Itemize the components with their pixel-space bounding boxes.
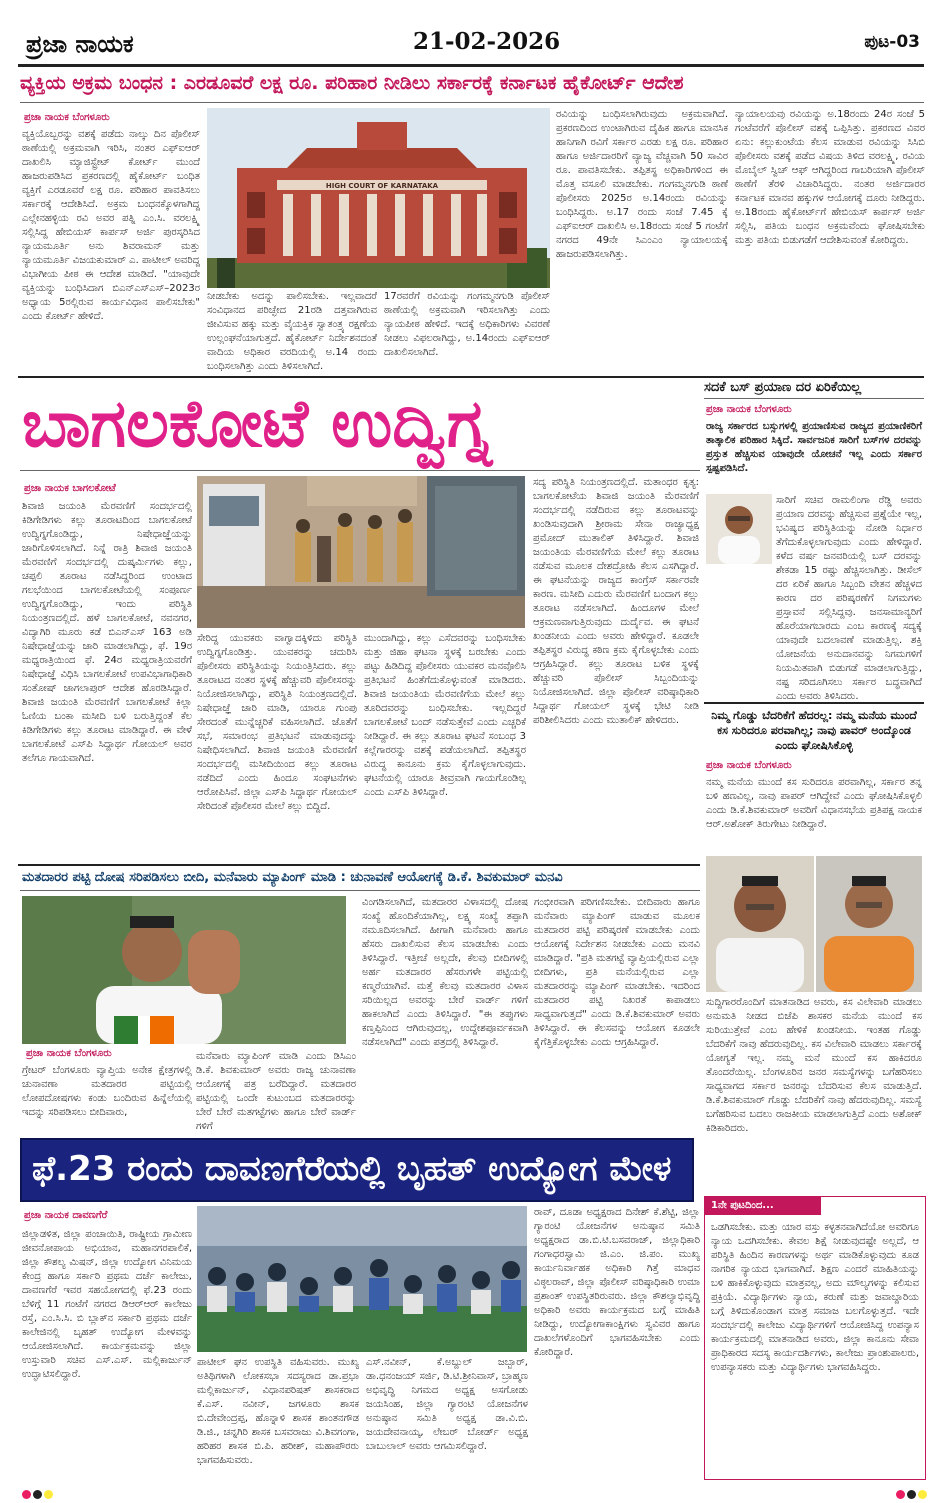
section-rule-1 bbox=[18, 376, 924, 378]
headline-rule bbox=[20, 102, 924, 103]
story1-col5: ನ್ಯಾಯಾಲಯವು ರವಿಯನ್ನು ಅ.18ರಂದು 24ರ ಸಂಜೆ 5 ಗಂಟೆವರೆಗೆ ಪೊಲೀಸ್ ವಶಕ್ಕೆ ಒಪ್ಪಿಸಿತ್ತು. ಪ್ರಕರಣದ ವಿವರ ಏನು: ಕಲ್ಲುಕುಂಟೆಯ ಕೆಲಸ ಮಾಡುವ ರವಿಯನ್ನು ಸಿಸಿಬಿ ಪೊಲೀಸರು ವಶಕ್ಕೆ ಪಡೆದ ವಿಷಯ ತಿಳಿದ ವರಲಕ್ಷ್ಮಿ, ರವಿಯ ಮೊಬೈಲ್ ಸ್ವಿಚ್ ಆಫ್ ಆಗಿದ್ದರಿಂದ ಗಾಬರಿಯಾಗಿ ಪೊಲೀಸ್ ಠಾಣೆಗೆ ತೆರಳಿ ವಿಚಾರಿಸಿದ್ದರು. ನಂತರ ಅರ್ಜಿದಾರರ ಕರ್ನಾಟಕ ಮಾನವ ಹಕ್ಕುಗಳ ಆಯೋಗಕ್ಕೆ ದೂರು ನೀಡಿದ್ದರು. ಅ.18ರಂದು ಹೈಕೋರ್ಟ್‌ಗೆ ಹೇಬಿಯಸ್ ಕಾರ್ಪಸ್ ಅರ್ಜಿ ಸಲ್ಲಿಸಿ, ಪತಿಯ ಬಂಧನ ಅಕ್ರಮವೆಂದು ಘೋಷಿಸಬೇಕು ಮತ್ತು ಪತಿಯ ಬಿಡುಗಡೆಗೆ ಆದೇಶಿಸುವಂತೆ ಕೋರಿದ್ದರು. bbox=[735, 109, 925, 246]
story1-col4: ರವಿಯನ್ನು ಬಂಧಿಸಲಾಗಿರುವುದು ಅಕ್ರಮವಾಗಿದೆ. ಪ್ರಕರಣದಿಂದ ಉಂಟಾಗಿರುವ ದೈಹಿಕ ಹಾಗೂ ಮಾನಸಿಕ ಹಾನಿಗಾಗಿ ರವಿಗೆ ಸರ್ಕಾರ ಎರಡು ಲಕ್ಷ ರೂ. ಪರಿಹಾರ ಹಾಗೂ ಅರ್ಜಿದಾರರಿಗೆ ವ್ಯಾಜ್ಯ ವೆಚ್ಚವಾಗಿ 50 ಸಾವಿರ ರೂ. ಪಾವತಿಸಬೇಕು. ತಪ್ಪಿತಸ್ಥ ಅಧಿಕಾರಿಗಳಿಂದ ಈ ಮೊತ್ತ ವಸೂಲಿ ಮಾಡಬೇಕು. ಗಂಗಮ್ಮನಗುಡಿ ಠಾಣೆ ಪೊಲೀಸರು 2025ರ ಅ.14ರಂದು ರವಿಯನ್ನು ಬಂಧಿಸಿದ್ದರು. ಅ.17 ರಂದು ಸಂಜೆ 7.45 ಕ್ಕೆ ಎಫ್‌ಐಆರ್ ದಾಖಲಿಸಿ ಅ.18ರಂದು ಸಂಜೆ 5 ಗಂಟೆಗೆ ನಗರದ 49ನೇ ಸಿಎಂಎಂ ನ್ಯಾಯಾಲಯಕ್ಕೆ ಹಾಜರುಪಡಿಸಲಾಗಿತ್ತು. bbox=[556, 109, 728, 260]
bus-byline: ಪ್ರಜಾ ನಾಯಕ ಬೆಂಗಳೂರು bbox=[706, 404, 792, 415]
sidebar-box bbox=[704, 1196, 926, 1480]
headline-rule bbox=[704, 398, 924, 399]
ashok-body: ಸುದ್ದಿಗಾರರೊಂದಿಗೆ ಮಾತನಾಡಿದ ಅವರು, ಕಸ ವಿಲೇವಾರಿ ಮಾಡಲು ಅನುಮತಿ ನೀಡದ ಬಿಜೆಪಿ ಶಾಸಕರ ಮನೆಯ ಮುಂದೆ ಕಸ ಸುರಿಯುತ್ತೇವೆ ಎಂಬ ಹೇಳಿಕೆ ಖಂಡನೀಯ. ಇಂತಹ ಗೊಡ್ಡು ಬೆದರಿಕೆಗೆ ನಾವು ಹೆದರುವುದಿಲ್ಲ. ಕಸ ವಿಲೇವಾರಿ ಮಾಡಲು ಸರ್ಕಾರಕ್ಕೆ ಯೋಗ್ಯತೆ ಇಲ್ಲ. ನಮ್ಮ ಮನೆ ಮುಂದೆ ಕಸ ಹಾಕಿದರೂ ತೊಂದರೆಯಿಲ್ಲ. ಬೆಂಗಳೂರಿನ ಜನರ ಸಮಸ್ಯೆಗಳನ್ನು ಬಗೆಹರಿಸಲು ಸಾಧ್ಯವಾಗದ ಸರ್ಕಾರ ಜನರನ್ನು ಬೆದರಿಸುವ ಕೆಲಸ ಮಾಡುತ್ತಿದೆ. ಡಿ.ಕೆ.ಶಿವಕುಮಾರ್ ಗೊಡ್ಡು ಬೆದರಿಕೆಗೆ ನಾವು ಹೆದರುವುದಿಲ್ಲ. ಸಮಸ್ಯೆ ಬಗೆಹರಿಸುವ ಬದಲು ರಾಜಕೀಯ ಮಾಡಲಾಗುತ್ತಿದೆ ಎಂದು ಅಶೋಕ್ ಕಿಡಿಕಾರಿದರು. bbox=[706, 997, 922, 1134]
bus-headline: ಸದಕೆ ಬಸ್ ಪ್ರಯಾಣ ದರ ಏರಿಕೆಯಿಲ್ಲ bbox=[704, 380, 862, 395]
jobfair-col3: ಎಸ್.ನವೀನ್, ಕೆ.ಅಬ್ದುಲ್ ಜಬ್ಬಾರ್, ಡಾ.ಧನಂಜಯ್ ಸರ್ಜಿ, ಡಿ.ಟಿ.ಶ್ರೀನಿವಾಸ್, ಬ್ರಾಹ್ಮಣ ಅಭಿವೃದ್ಧಿ ನಿಗಮದ ಅಧ್ಯಕ್ಷ ಅಸಗೋಡು ಜಯಸಿಂಹ, ಜಿಲ್ಲಾ ಗ್ಯಾರಂಟಿ ಯೋಜನೆಗಳ ಅನುಷ್ಠಾನ ಸಮಿತಿ ಅಧ್ಯಕ್ಷ ಡಾ.ವಿ.ಬಿ. ಜಯದೇವನಾಯ್ಕ, ಲೇಬರ್ ಬೋರ್ಡ್ ಅಧ್ಯಕ್ಷ ಬಾಬುಲಾಲ್ ಅವರು ಆಗಮಿಸಲಿದ್ದಾರೆ. bbox=[366, 1357, 528, 1452]
dk-shivakumar-photo bbox=[706, 856, 814, 992]
jobfair-col4: ರಾವ್, ದೂಡಾ ಅಧ್ಯಕ್ಷರಾದ ದಿನೇಶ್ ಕೆ.ಶೆಟ್ಟಿ, ಜಿಲ್ಲಾ ಗ್ಯಾರಂಟಿ ಯೋಜನೆಗಳ ಅನುಷ್ಠಾನ ಸಮಿತಿ ಅಧ್ಯಕ್ಷರಾದ ಡಾ.ಬಿ.ಟಿ.ಬಸವರಾಜ್, ಜಿಲ್ಲಾಧಿಕಾರಿ ಗಂಗಾಧರಸ್ವಾಮಿ ಜಿ.ಎಂ. ಜಿ.ಪಂ. ಮುಖ್ಯ ಕಾರ್ಯನಿರ್ವಾಹಕ ಅಧಿಕಾರಿ ಗಿತ್ತೆ ಮಾಧವ ವಿಠ್ಠಲರಾವ್, ಜಿಲ್ಲಾ ಪೊಲೀಸ್ ವರಿಷ್ಠಾಧಿಕಾರಿ ಉಮಾ ಪ್ರಶಾಂತ್ ಉಪಸ್ಥಿತರಿರುವರು. ಜಿಲ್ಲಾ ಕೌಶಲ್ಯಾಭಿವೃದ್ಧಿ ಅಧಿಕಾರಿ ಅವರು ಕಾರ್ಯಕ್ರಮದ ಬಗ್ಗೆ ಮಾಹಿತಿ ನೀಡಿದ್ದು, ಉದ್ಯೋಗಾಕಾಂಕ್ಷಿಗಳು ಸ್ವವಿವರ ಹಾಗೂ ದಾಖಲೆಗಳೊಂದಿಗೆ ಭಾಗವಹಿಸಬೇಕು ಎಂದು ಕೋರಿದ್ದಾರೆ. bbox=[534, 1207, 700, 1358]
bus-body-cont bbox=[706, 566, 922, 698]
headline-rule bbox=[20, 470, 700, 471]
section-rule-2 bbox=[18, 864, 700, 866]
story2-col4: ಸದ್ಯ ಪರಿಸ್ಥಿತಿ ನಿಯಂತ್ರಣದಲ್ಲಿದೆ. ಮತಾಂಧರ ಕೃತ್ಯ: ಬಾಗಲಕೋಟೆಯ ಶಿವಾಜಿ ಜಯಂತಿ ಮೆರವಣಿಗೆ ಸಂದರ್ಭದಲ್ಲಿ ನಡೆದಿರುವ ಕಲ್ಲು ತೂರಾಟವನ್ನು ಖಂಡಿಸುವುದಾಗಿ ಶ್ರೀರಾಮ ಸೇನಾ ರಾಜ್ಯಾಧ್ಯಕ್ಷ ಪ್ರಮೋದ್ ಮುತಾಲಿಕ್ ತಿಳಿಸಿದ್ದಾರೆ. ಶಿವಾಜಿ ಜಯಂತಿಯ ಮೆರವಣಿಗೆಯ ಮೇಲೆ ಕಲ್ಲು ತೂರಾಟ ನಡೆಸುವ ಮೂಲಕ ದೇಶದ್ರೋಹಿ ಕೆಲಸ ಎಸಗಿದ್ದಾರೆ. ಈ ಘಟನೆಯನ್ನು ರಾಜ್ಯದ ಕಾಂಗ್ರೆಸ್ ಸರ್ಕಾರವೇ ಕಾರಣ. ಮಸೀದಿ ಎದುರು ಮೆರವಣಿಗೆ ಬಂದಾಗ ಕಲ್ಲು ತೂರಾಟ ನಡೆಸಲಾಗಿದೆ. ಹಿಂದೂಗಳ ಮೇಲೆ ಆಕ್ರಮಣವಾಗುತ್ತಿರುವುದು ದುರ್ದೈವ. ಈ ಘಟನೆ ಖಂಡನೀಯ ಎಂದು ಅವರು ಹೇಳಿದ್ದಾರೆ. ಕೂಡಲೇ ತಪ್ಪಿತಸ್ಥರ ವಿರುದ್ಧ ಕಠಿಣ ಕ್ರಮ ಕೈಗೊಳ್ಳಬೇಕು ಎಂದು ಆಗ್ರಹಿಸಿದ್ದಾರೆ. ಕಲ್ಲು ತೂರಾಟ ಬಳಿಕ ಸ್ಥಳಕ್ಕೆ ಹೆಚ್ಚುವರಿ ಪೊಲೀಸ್ ಸಿಬ್ಬಂದಿಯನ್ನು ನಿಯೋಜಿಸಲಾಗಿದೆ. ಜಿಲ್ಲಾ ಪೊಲೀಸ್ ವರಿಷ್ಠಾಧಿಕಾರಿ ಸಿದ್ದಾರ್ಥ ಗೋಯಲ್ ಸ್ಥಳಕ್ಕೆ ಭೇಟಿ ನೀಡಿ ಪರಿಶೀಲಿಸಿದರು ಎಂದು ಮುತಾಲಿಕ್ ಹೇಳಿದರು. bbox=[533, 477, 699, 726]
story2-headline: ಬಾಗಲಕೋಟೆ ಉದ್ವಿಗ್ನ bbox=[22, 385, 492, 462]
newspaper-name: ಪ್ರಜಾ ನಾಯಕ bbox=[26, 30, 134, 58]
from-page1-tag: 1ನೇ ಪುಟದಿಂದ... bbox=[705, 1197, 821, 1215]
high-court-photo bbox=[207, 108, 550, 288]
bus-lead: ರಾಜ್ಯ ಸರ್ಕಾರದ ಬಸ್ಸುಗಳಲ್ಲಿ ಪ್ರಯಾಣಿಸುವ ರಾಜ್ಯದ ಪ್ರಯಾಣಿಕರಿಗೆ ತಾತ್ಕಾಲಿಕ ಪರಿಹಾರ ಸಿಕ್ಕಿದೆ. ಸಾರ್ವಜನಿಕ ಸಾರಿಗೆ ಬಸ್‌ಗಳ ದರವನ್ನು ಪ್ರಸ್ತುತ ಹೆಚ್ಚಿಸುವ ಯಾವುದೇ ಯೋಚನೆ ಇಲ್ಲ ಎಂದು ಸರ್ಕಾರ ಸ್ಪಷ್ಟಪಡಿಸಿದೆ. bbox=[706, 421, 922, 474]
page-number: ಪುಟ-03 bbox=[864, 32, 920, 52]
story1-col3: 17ರವರೆಗೆ ರವಿಯನ್ನು ಗಂಗಮ್ಮನಗುಡಿ ಪೊಲೀಸ್ ಠಾಣೆಯಲ್ಲಿ ಅಕ್ರಮವಾಗಿ ಇರಿಸಲಾಗಿತ್ತು ಎಂದು ನ್ಯಾಯಪೀಠ ಹೇಳಿದೆ. ಇದಕ್ಕೆ ಅಧಿಕಾರಿಗಳು ವಿವರಣೆ ನೀಡಲು ವಿಫಲರಾಗಿದ್ದು, ಅ.14ರಂದು ಎಫ್‌ಐಆರ್ ದಾಖಲಿಸಲಾಗಿದೆ. bbox=[384, 291, 550, 358]
ashok-lead: ನಮ್ಮ ಮನೆಯ ಮುಂದೆ ಕಸ ಸುರಿದರೂ ಪರವಾಗಿಲ್ಲ, ಸರ್ಕಾರ ತನ್ನ ಬಳಿ ಹಣವಿಲ್ಲ, ನಾವು ಪಾಪರ್ ಆಗಿದ್ದೇವೆ ಎಂದು ಘೋಷಿಸಿಕೊಳ್ಳಲಿ ಎಂದು ಡಿ.ಕೆ.ಶಿವಕುಮಾರ್ ಅವರಿಗೆ ವಿಧಾನಸಭೆಯ ಪ್ರತಿಪಕ್ಷ ನಾಯಕ ಆರ್.ಅಶೋಕ್ ತಿರುಗೇಟು ನೀಡಿದ್ದಾರೆ. bbox=[706, 777, 922, 830]
voter-byline: ಪ್ರಜಾ ನಾಯಕ ಬೆಂಗಳೂರು bbox=[26, 1048, 112, 1059]
r-ashok-photo bbox=[816, 856, 922, 992]
issue-date: 21-02-2026 bbox=[413, 28, 561, 55]
story1-col1: ವ್ಯಕ್ತಿಯೊಬ್ಬರನ್ನು ವಶಕ್ಕೆ ಪಡೆದು ನಾಲ್ಕು ದಿನ ಪೊಲೀಸ್ ಠಾಣೆಯಲ್ಲಿ ಅಕ್ರಮವಾಗಿ ಇರಿಸಿ, ನಂತರ ಎಫ್‌ಐಆರ್ ದಾಖಲಿಸಿ ಮ್ಯಾಜಿಸ್ಟ್ರೇಟ್ ಕೋರ್ಟ್ ಮುಂದೆ ಹಾಜರುಪಡಿಸಿದ ಪ್ರಕರಣದಲ್ಲಿ ಹೈಕೋರ್ಟ್ ಬಂಧಿತ ವ್ಯಕ್ತಿಗೆ ಎರಡೂವರೆ ಲಕ್ಷ ರೂ. ಪರಿಹಾರ ಪಾವತಿಸಲು ಸರ್ಕಾರಕ್ಕೆ ಆದೇಶಿಸಿದೆ. ಅಕ್ರಮ ಬಂಧನಕ್ಕೊಳಗಾಗಿದ್ದ ಎಲ್ಲೇನಹಳ್ಳಿಯ ರವಿ ಅವರ ಪತ್ನಿ ಎಂ.ಸಿ. ವರಲಕ್ಷ್ಮಿ ಸಲ್ಲಿಸಿದ್ದ ಹೇಬಿಯಸ್ ಕಾರ್ಪಸ್ ಅರ್ಜಿ ಪುರಸ್ಕರಿಸಿದ ನ್ಯಾಯಮೂರ್ತಿ ಅನು ಶಿವರಾಮನ್ ಮತ್ತು ನ್ಯಾಯಮೂರ್ತಿ ವಿಜಯಕುಮಾರ್ ಎ. ಪಾಟೀಲ್ ಅವರಿದ್ದ ವಿಭಾಗೀಯ ಪೀಠ ಈ ಆದೇಶ ಮಾಡಿದೆ. "ಯಾವುದೇ ವ್ಯಕ್ತಿಯನ್ನು ಬಂಧಿಸಿದಾಗ ಬಿಎನ್‌ಎಸ್‌ಎಸ್–2023ರ ಅಧ್ಯಾಯ 5ರಲ್ಲಿರುವ ಕಾರ್ಯವಿಧಾನ ಪಾಲಿಸಬೇಕು" ಎಂದು ಕೋರ್ಟ್ ಹೇಳಿದೆ. bbox=[22, 129, 200, 322]
jobfair-col2: ಪಾಟೀಲ್ ಘನ ಉಪಸ್ಥಿತಿ ವಹಿಸುವರು. ಮುಖ್ಯ ಅತಿಥಿಗಳಾಗಿ ಲೋಕಸಭಾ ಸದಸ್ಯರಾದ ಡಾ.ಪ್ರಭಾ ಮಲ್ಲಿಕಾರ್ಜುನ್, ವಿಧಾನಪರಿಷತ್ ಶಾಸಕರಾದ ಕೆ.ಎಸ್. ನವೀನ್, ಜಗಳೂರು ಶಾಸಕ ಬಿ.ದೇವೇಂದ್ರಪ್ಪ, ಹೊನ್ನಾಳಿ ಶಾಸಕ ಶಾಂತನಗೌಡ ಡಿ.ಜಿ., ಚನ್ನಗಿರಿ ಶಾಸಕ ಬಸವರಾಜು ವಿ.ಶಿವಗಂಗಾ, ಹರಿಹರ ಶಾಸಕ ಬಿ.ಪಿ. ಹರೀಶ್, ಮಹಾಪೌರರು ಭಾಗವಹಿಸುವರು. bbox=[197, 1357, 359, 1466]
masthead-rule bbox=[18, 64, 924, 67]
registration-dots-left bbox=[22, 1484, 55, 1503]
story1-headline: ವ್ಯಕ್ತಿಯ ಅಕ್ರಮ ಬಂಧನ : ಎರಡೂವರೆ ಲಕ್ಷ ರೂ. ಪರಿಹಾರ ನೀಡಿಲು ಸರ್ಕಾರಕ್ಕೆ ಕರ್ನಾಟಕ ಹೈಕೋರ್ಟ್ ಆದೇಶ bbox=[20, 72, 684, 94]
job-fair-crowd-photo bbox=[197, 1206, 527, 1352]
jobfair-headline-bar bbox=[20, 1138, 694, 1202]
voter-col1: ಗ್ರೇಟರ್ ಬೆಂಗಳೂರು ವ್ಯಾಪ್ತಿಯ ಅನೇಕ ಕ್ಷೇತ್ರಗಳಲ್ಲಿ ಚುನಾವಣಾ ಮತದಾರರ ಪಟ್ಟಿಯಲ್ಲಿ ಲೋಪದೋಷಗಳು ಕಂಡು ಬಂದಿರುವ ಹಿನ್ನೆಲೆಯಲ್ಲಿ ಇದನ್ನು ಸರಿಪಡಿಸಲು ಬೀದಿವಾರು, bbox=[22, 1065, 192, 1118]
voter-headline: ಮತದಾರರ ಪಟ್ಟಿ ದೋಷ ಸರಿಪಡಿಸಲು ಬೀದಿ, ಮನೆವಾರು ಮ್ಯಾಪಿಂಗ್ ಮಾಡಿ : ಚುನಾವಣೆ ಆಯೋಗಕ್ಕೆ ಡಿ.ಕೆ. ಶಿವಕುಮಾರ್ ಮನವಿ bbox=[22, 870, 563, 885]
jobfair-headline: ಫೆ.23 ರಂದು ದಾವಣಗೆರೆಯಲ್ಲಿ ಬೃಹತ್ ಉದ್ಯೋಗ ಮೇಳ bbox=[32, 1149, 672, 1189]
headline-rule bbox=[20, 890, 700, 891]
story1-byline: ಪ್ರಜಾ ನಾಯಕ ಬೆಂಗಳೂರು bbox=[24, 112, 110, 123]
sidebar-body: ಒಡಗಿಸಬೇಕು. ಮತ್ತು ಯಾರ ವಸ್ತು ಕಳ್ಳತನವಾಗಿದೆಯೋ ಅವರಿಗೂ ನ್ಯಾಯ ಒದಗಿಸಬೇಕು. ಕೇವಲ ಶಿಕ್ಷೆ ನೀಡುವುದಷ್ಟೇ ಅಲ್ಲದೆ, ಆ ಪರಿಸ್ಥಿತಿ ಹಿಂದಿನ ಕಾರಣಗಳನ್ನು ಅರ್ಥ ಮಾಡಿಕೊಳ್ಳುವುದು ಕೂಡ ನಾಗರಿಕ ನ್ಯಾಯದ ಭಾಗವಾಗಿದೆ. ಶಿಕ್ಷಣ ಎಂದರೆ ಮಾಹಿತಿಯನ್ನು ಬಳಿ ಹಾಕಿಕೊಳ್ಳುವುದು ಮಾತ್ರವಲ್ಲ, ಅದು ಮೌಲ್ಯಗಳನ್ನು ಕಲಿಸುವ ಪ್ರಕ್ರಿಯೆ. ವಿದ್ಯಾರ್ಥಿಗಳು ನ್ಯಾಯ, ಕರುಣೆ ಮತ್ತು ಜವಾಬ್ದಾರಿಯ ಬಗ್ಗೆ ತಿಳಿದುಕೊಂಡಾಗ ಮಾತ್ರ ಸಮಾಜ ಬಲಗೊಳ್ಳುತ್ತದೆ. ಇದೇ ಸಂದರ್ಭದಲ್ಲಿ ಕಾಲೇಜು ವಿದ್ಯಾರ್ಥಿಗಳಿಗೆ ಆಯೋಜಿಸಿದ್ದ ಉಪನ್ಯಾಸ ಕಾರ್ಯಕ್ರಮದಲ್ಲಿ ಮಾತನಾಡಿದ ಅವರು, ಜಿಲ್ಲಾ ಕಾನೂನು ಸೇವಾ ಪ್ರಾಧಿಕಾರದ ಸದಸ್ಯ ಕಾರ್ಯದರ್ಶಿಗಳು, ಕಾಲೇಜು ಪ್ರಾಂಶುಪಾಲರು, ಉಪನ್ಯಾಸಕರು ಮತ್ತು ವಿದ್ಯಾರ್ಥಿಗಳು ಭಾಗವಹಿಸಿದ್ದರು. bbox=[711, 1222, 919, 1373]
registration-dots-right bbox=[896, 1484, 929, 1503]
ashok-headline: ನಿಮ್ಮ ಗೊಡ್ಡು ಬೆದರಿಕೆಗೆ ಹೆದರಲ್ಲ: ನಮ್ಮ ಮನೆಯ ಮುಂದೆ ಕಸ ಸುರಿದರೂ ಪರವಾಗಿಲ್ಲ; ನಾವು ಪಾವರ್ ಅಂದ್ಕೊಂಡ ಎಂದು ಘೋಷಿಸಿಕೊಳ್ಳಿ bbox=[711, 709, 917, 752]
bus-body: ಸಾರಿಗೆ ಸಚಿವ ರಾಮಲಿಂಗಾ ರೆಡ್ಡಿ ಅವರು ಪ್ರಯಾಣ ದರವನ್ನು ಹೆಚ್ಚಿಸುವ ಪ್ರಶ್ನೆಯೇ ಇಲ್ಲ, ಭವಿಷ್ಯದ ಪರಿಸ್ಥಿತಿಯನ್ನು ನೋಡಿ ನಿರ್ಧಾರ ತೆಗೆದುಕೊಳ್ಳಲಾಗುವುದು ಎಂದು ಹೇಳಿದ್ದಾರೆ. ಕಳೆದ ವರ್ಷ ಜನವರಿಯಲ್ಲಿ ಬಸ್ ದರವನ್ನು ಶೇಕಡಾ 15 ರಷ್ಟು ಹೆಚ್ಚಿಸಲಾಗಿತ್ತು. ಡೀಸೆಲ್ ದರ ಏರಿಕೆ ಹಾಗೂ ಸಿಬ್ಬಂದಿ ವೇತನ ಹೆಚ್ಚಳದ ಕಾರಣ ದರ ಪರಿಷ್ಕರಣೆಗೆ ನಿಗಮಗಳು ಪ್ರಸ್ತಾವನೆ ಸಲ್ಲಿಸಿದ್ದವು. ಜನಸಾಮಾನ್ಯರಿಗೆ ಹೊರೆಯಾಗಬಾರದು ಎಂಬ ಕಾರಣಕ್ಕೆ ಸದ್ಯಕ್ಕೆ ಯಾವುದೇ ಬದಲಾವಣೆ ಮಾಡುತ್ತಿಲ್ಲ. ಶಕ್ತಿ ಯೋಜನೆಯ ಅನುದಾನವನ್ನು ನಿಗಮಗಳಿಗೆ ನಿಯಮಿತವಾಗಿ ಬಿಡುಗಡೆ ಮಾಡಲಾಗುತ್ತಿದ್ದು, ನಷ್ಟ ಸರಿದೂಗಿಸಲು ಸರ್ಕಾರ ಬದ್ಧವಾಗಿದೆ ಎಂದು ಅವರು ತಿಳಿಸಿದರು. bbox=[776, 495, 922, 702]
story1-col2: ನೀಡಬೇಕು ಅದನ್ನು ಪಾಲಿಸಬೇಕು. ಇಲ್ಲವಾದರೆ ಸಂವಿಧಾನದ ಪರಿಚ್ಛೇದ 21ರಡಿ ದತ್ತವಾಗಿರುವ ಜೀವಿಸುವ ಹಕ್ಕು ಮತ್ತು ವೈಯಕ್ತಿಕ ಸ್ವಾತಂತ್ರ್ಯ ರಕ್ಷಣೆಯ ಉಲ್ಲಂಘನೆಯಾಗುತ್ತದೆ. ಹೈಕೋರ್ಟ್ ನಿರ್ದೇಶನದಂತೆ ವಾದಿಯ ಅಧಿಕಾರ ವರದಿಯಲ್ಲಿ ಅ.14 ರಂದು ಬಂಧಿಸಲಾಗಿತ್ತು ಎಂದು ತಿಳಿಸಲಾಗಿದೆ. bbox=[207, 291, 377, 372]
jobfair-byline: ಪ್ರಜಾ ನಾಯಕ ದಾವಣಗೆರೆ bbox=[24, 1210, 108, 1221]
box-rule bbox=[704, 702, 924, 704]
police-street-photo bbox=[197, 476, 525, 628]
story2-col3: ಮುಂದಾಗಿದ್ದು, ಕಲ್ಲು ಎಸೆದವರನ್ನು ಬಂಧಿಸಬೇಕು ಮತ್ತು ಜಿಹಾ ಘಟನಾ ಸ್ಥಳಕ್ಕೆ ಬರಬೇಕು ಎಂದು ಪಟ್ಟು ಹಿಡಿದಿದ್ದ ಪೊಲೀಸರು ಯುವಕರ ಮನವೊಲಿಸಿ ಪ್ರತಿಭಟನೆ ಹಿಂತೆಗೆದುಕೊಳ್ಳುವಂತೆ ಮಾಡಿದರು. ಶಿವಾಜಿ ಜಯಂತಿಯ ಮೆರವಣಿಗೆಯ ಮೇಲೆ ಕಲ್ಲು ತೂರಿದವರನ್ನು ಬಂಧಿಸಬೇಕು. ಇಲ್ಲದಿದ್ದರೆ ಬಾಗಲಕೋಟೆ ಬಂದ್ ನಡೆಸುತ್ತೇವೆ ಎಂದು ಎಚ್ಚರಿಕೆ ನೀಡಿದ್ದಾರೆ. ಈ ಕಲ್ಲು ತೂರಾಟ ಘಟನೆ ಸಂಬಂಧ 3 ಕಲ್ಲೆಗಾರರನ್ನು ವಶಕ್ಕೆ ಪಡೆಯಲಾಗಿದೆ. ತಪ್ಪಿತಸ್ಥರ ವಿರುದ್ಧ ಕಾನೂನು ಕ್ರಮ ಕೈಗೊಳ್ಳಲಾಗುವುದು. ಘಟನೆಯಲ್ಲಿ ಯಾರೂ ತೀವ್ರವಾಗಿ ಗಾಯಗೊಂಡಿಲ್ಲ ಎಂದು ಎಸ್‌ಪಿ ತಿಳಿಸಿದ್ದಾರೆ. bbox=[364, 633, 526, 798]
jobfair-col1: ಜಿಲ್ಲಾಡಳಿತ, ಜಿಲ್ಲಾ ಪಂಚಾಯಿತಿ, ರಾಷ್ಟ್ರೀಯ ಗ್ರಾಮೀಣ ಜೀವನೋಪಾಯ ಅಭಿಯಾನ, ಮಹಾನಗರಪಾಲಿಕೆ, ಜಿಲ್ಲಾ ಕೌಶಲ್ಯ ಮಿಷನ್, ಜಿಲ್ಲಾ ಉದ್ಯೋಗ ವಿನಿಮಯ ಕೇಂದ್ರ ಹಾಗೂ ಸರ್ಕಾರಿ ಪ್ರಥಮ ದರ್ಜೆ ಕಾಲೇಜು, ದಾವಣಗೆರೆ ಇವರ ಸಹಯೋಗದಲ್ಲಿ ಫೆ.23 ರಂದು ಬೆಳಿಗ್ಗೆ 11 ಗಂಟೆಗೆ ನಗರದ ಡಿಆರ್‌ಆರ್ ಕಾಲೇಜು ರಸ್ತೆ, ಎಂ.ಸಿ.ಸಿ. ಬಿ ಬ್ಲಾಕ್‌ನ ಸರ್ಕಾರಿ ಪ್ರಥಮ ದರ್ಜೆ ಕಾಲೇಜಿನಲ್ಲಿ ಬೃಹತ್ ಉದ್ಯೋಗ ಮೇಳವನ್ನು ಆಯೋಜಿಸಲಾಗಿದೆ. ಕಾರ್ಯಕ್ರಮವನ್ನು ಜಿಲ್ಲಾ ಉಸ್ತುವಾರಿ ಸಚಿವ ಎಸ್.ಎಸ್. ಮಲ್ಲಿಕಾರ್ಜುನ್ ಉದ್ಘಾಟಿಸಲಿದ್ದಾರೆ. bbox=[22, 1229, 192, 1380]
story2-col2: ಸೇರಿದ್ದ ಯುವಕರು ವಾಗ್ವಾದಕ್ಕಿಳಿದು ಪರಿಸ್ಥಿತಿ ಉದ್ವಿಗ್ನಗೊಂಡಿತ್ತು. ಯುವಕರನ್ನು ಚದುರಿಸಿ ಪೊಲೀಸರು ಪರಿಸ್ಥಿತಿಯನ್ನು ನಿಯಂತ್ರಿಸಿದರು. ಕಲ್ಲು ತೂರಾಟದ ನಂತರ ಸ್ಥಳಕ್ಕೆ ಹೆಚ್ಚುವರಿ ಪೊಲೀಸರನ್ನು ನಿಯೋಜಿಸಲಾಗಿದ್ದು, ಪರಿಸ್ಥಿತಿ ನಿಯಂತ್ರಣದಲ್ಲಿದೆ. ನಿಷೇಧಾಜ್ಞೆ ಜಾರಿ ಮಾಡಿ, ಯಾರೂ ಗುಂಪು ಸೇರದಂತೆ ಮುನ್ನೆಚ್ಚರಿಕೆ ವಹಿಸಲಾಗಿದೆ. ಜೊತೆಗೆ ಸಭೆ, ಸಮಾರಂಭ ಪ್ರತಿಭಟನೆ ಮಾಡುವುದನ್ನು ನಿಷೇಧಿಸಲಾಗಿದೆ. ಶಿವಾಜಿ ಜಯಂತಿ ಮೆರವಣಿಗೆ ಸಂದರ್ಭದಲ್ಲಿ ಮಸೀದಿಯಿಂದ ಕಲ್ಲು ತೂರಾಟ ನಡೆದಿದೆ ಎಂದು ಹಿಂದೂ ಸಂಘಟನೆಗಳು ಆರೋಪಿಸಿವೆ. ಜಿಲ್ಲಾ ಎಸ್‌ಪಿ ಸಿದ್ದಾರ್ಥ ಗೋಯಲ್ ಸೇರಿದಂತೆ ಪೊಲೀಸರ ಮೇಲೆ ಕಲ್ಲು ಬಿದ್ದಿದೆ. bbox=[197, 633, 357, 812]
minister-portrait bbox=[706, 494, 772, 564]
masthead bbox=[18, 30, 924, 62]
story2-byline: ಪ್ರಜಾ ನಾಯಕ ಬಾಗಲಕೋಟೆ bbox=[24, 483, 116, 494]
voter-col3: ವಿಂಗಡಿಸಲಾಗಿದೆ, ಮತದಾರರ ವಿಳಾಸದಲ್ಲಿ ದೋಷ ಸಂಖ್ಯೆ ಹೊಂದಿಕೆಯಾಗಿಲ್ಲ, ಲಕ್ಷ್ಯ ಸಂಖ್ಯೆ ತಪ್ಪಾಗಿ ನಮೂದಿಸಲಾಗಿದೆ. ಹೀಗಾಗಿ ಮನೆವಾರು ಹಾಗೂ ಹೆಸರು ದಾಖಲಿಸುವ ಕೆಲಸ ಮಾಡಬೇಕು ಎಂದು ತಿಳಿಸಿದ್ದಾರೆ. ಇತ್ತೀಚೆ ಅಲ್ಲದೇ, ಕೆಲವು ಬೀದಿಗಳಲ್ಲಿ ಅರ್ಹ ಮತದಾರರ ಹೆಸರುಗಳೇ ಪಟ್ಟಿಯಲ್ಲಿ ಕಣ್ಮರೆಯಾಗಿವೆ. ಮತ್ತೆ ಕೆಲವು ಮತದಾರರ ವಿಳಾಸ ಸರಿಯಿಲ್ಲದ ಅವರನ್ನು ಬೇರೆ ವಾರ್ಡ್ ಗಳಿಗೆ ಹಾಕಲಾಗಿದೆ ಎಂದು ತಿಳಿಸಿದ್ದಾರೆ. "ಈ ತಪ್ಪುಗಳು ಕಣ್ತಪ್ಪಿನಿಂದ ಆಗಿರುವುದಲ್ಲ, ಉದ್ದೇಶಪೂರ್ವಕವಾಗಿ ನಡೆಸಲಾಗಿದೆ" ಎಂದು ಪತ್ರದಲ್ಲಿ ತಿಳಿಸಿದ್ದಾರೆ. bbox=[362, 897, 528, 1048]
dk-speech-photo bbox=[22, 896, 346, 1044]
court-sign-text: HIGH COURT OF KARNATAKA bbox=[325, 182, 439, 190]
voter-col4: ಗಂಭೀರವಾಗಿ ಪರಿಗಣಿಸಬೇಕು. ಬೀದಿವಾರು ಹಾಗೂ ಮನೆವಾರು ಮ್ಯಾಪಿಂಗ್ ಮಾಡುವ ಮೂಲಕ ಮತದಾರರ ಪಟ್ಟಿ ಪರಿಷ್ಕರಣೆ ಮಾಡಬೇಕು ಎಂದು ಆಯೋಗಕ್ಕೆ ನಿರ್ದೇಶನ ನೀಡಬೇಕು ಎಂದು ಮನವಿ ಮಾಡಿದ್ದಾರೆ. "ಪ್ರತಿ ಮತಗಟ್ಟೆ ವ್ಯಾಪ್ತಿಯಲ್ಲಿರುವ ಎಲ್ಲಾ ಬೀದಿಗಳು, ಪ್ರತಿ ಮನೆಯಲ್ಲಿರುವ ಎಲ್ಲಾ ಮತದಾರರನ್ನು ಮ್ಯಾಪಿಂಗ್ ಮಾಡಬೇಕು. ಇದರಿಂದ ಮತದಾರರ ಪಟ್ಟಿ ನಿಖರತೆ ಕಾಪಾಡಲು ಸಾಧ್ಯವಾಗುತ್ತದೆ" ಎಂದು ಡಿ.ಕೆ.ಶಿವಕುಮಾರ್ ಅವರು ತಿಳಿಸಿದ್ದಾರೆ. ಈ ಕೆಲಸವನ್ನು ಆಯೋಗ ಕೂಡಲೇ ಕೈಗೆತ್ತಿಕೊಳ್ಳಬೇಕು ಎಂದು ಆಗ್ರಹಿಸಿದ್ದಾರೆ. bbox=[534, 897, 700, 1048]
voter-col2: ಮನೆವಾರು ಮ್ಯಾಪಿಂಗ್ ಮಾಡಿ ಎಂದು ಡಿಸಿಎಂ ಡಿ.ಕೆ. ಶಿವಕುಮಾರ್ ಅವರು ರಾಜ್ಯ ಚುನಾವಣಾ ಆಯೋಗಕ್ಕೆ ಪತ್ರ ಬರೆದಿದ್ದಾರೆ. ಮತದಾರರ ಪಟ್ಟಿಯಲ್ಲಿ ಒಂದೇ ಕುಟುಂಬದ ಮತದಾರರನ್ನು ಬೇರೆ ಬೇರೆ ಮತಗಟ್ಟೆಗಳು ಹಾಗೂ ಬೇರೆ ವಾರ್ಡ್ ಗಳಿಗೆ bbox=[196, 1051, 356, 1132]
ashok-byline: ಪ್ರಜಾ ನಾಯಕ ಬೆಂಗಳೂರು bbox=[706, 760, 792, 771]
story2-col1: ಶಿವಾಜಿ ಜಯಂತಿ ಮೆರವಣಿಗೆ ಸಂದರ್ಭದಲ್ಲಿ ಕಿಡಿಗೇಡಿಗಳು ಕಲ್ಲು ತೂರಾಟದಿಂದ ಬಾಗಲಕೋಟೆ ಉದ್ವಿಗ್ನಗೊಂಡಿದ್ದು, ನಿಷೇಧಾಜ್ಞೆಯನ್ನು ಜಾರಿಗೊಳಿಸಲಾಗಿದೆ. ನಿನ್ನೆ ರಾತ್ರಿ ಶಿವಾಜಿ ಜಯಂತಿ ಮೆರವಣಿಗೆ ಸಂದರ್ಭದಲ್ಲಿ ದುಷ್ಕರ್ಮಿಗಳು ಕಲ್ಲು, ಚಪ್ಪಲಿ ತೂರಾಟ ನಡೆಸಿದ್ದರಿಂದ ಉಂಟಾದ ಗಲಭೆಯಿಂದ ಬಾಗಲಕೋಟೆಯಲ್ಲಿ ಸಂಪೂರ್ಣ ಉದ್ವಿಗ್ನಗೊಂಡಿದ್ದು, ಇಂದು ಪರಿಸ್ಥಿತಿ ನಿಯಂತ್ರಣದಲ್ಲಿದೆ. ಹಳೆ ಬಾಗಲಕೋಟೆ, ನವನಗರ, ವಿದ್ಯಾಗಿರಿ ಮೂರು ಕಡೆ ಬಿಎನ್‌ಎಸ್ 163 ಅಡಿ ನಿಷೇಧಾಜ್ಞೆಯನ್ನು ಜಾರಿ ಮಾಡಲಾಗಿದ್ದು, ಫೆ. 19ರ ಮಧ್ಯರಾತ್ರಿಯಿಂದ ಫೆ. 24ರ ಮಧ್ಯರಾತ್ರಿಯವರೆಗೆ ನಿಷೇಧಾಜ್ಞೆ ವಿಧಿಸಿ ಬಾಗಲಕೋಟೆ ಉಪವಿಭಾಗಾಧಿಕಾರಿ ಸಂತೋಷ್ ಜಾಗಲಾಪುರ್ ಆದೇಶ ಹೊರಡಿಸಿದ್ದಾರೆ. ಶಿವಾಜಿ ಜಯಂತಿ ಮೆರವಣಿಗೆ ಬಾಗಲಕೋಟೆ ಕಿಲ್ಲಾ ಓಣಿಯ ಬಂಕಾ ಮಸೀದಿ ಬಳಿ ಬರುತ್ತಿದ್ದಂತೆ ಕೆಲ ಕಿಡಿಗೇಡಿಗಳು ಕಲ್ಲು ತೂರಾಟ ಮಾಡಿದ್ದಾರೆ. ಈ ವೇಳೆ ಬಾಗಲಕೋಟೆ ಎಸ್‌ಪಿ ಸಿದ್ದಾರ್ಥ ಗೋಯಲ್ ಅವರ ತಲೆಗೂ ಗಾಯವಾಗಿದೆ. bbox=[22, 501, 192, 764]
